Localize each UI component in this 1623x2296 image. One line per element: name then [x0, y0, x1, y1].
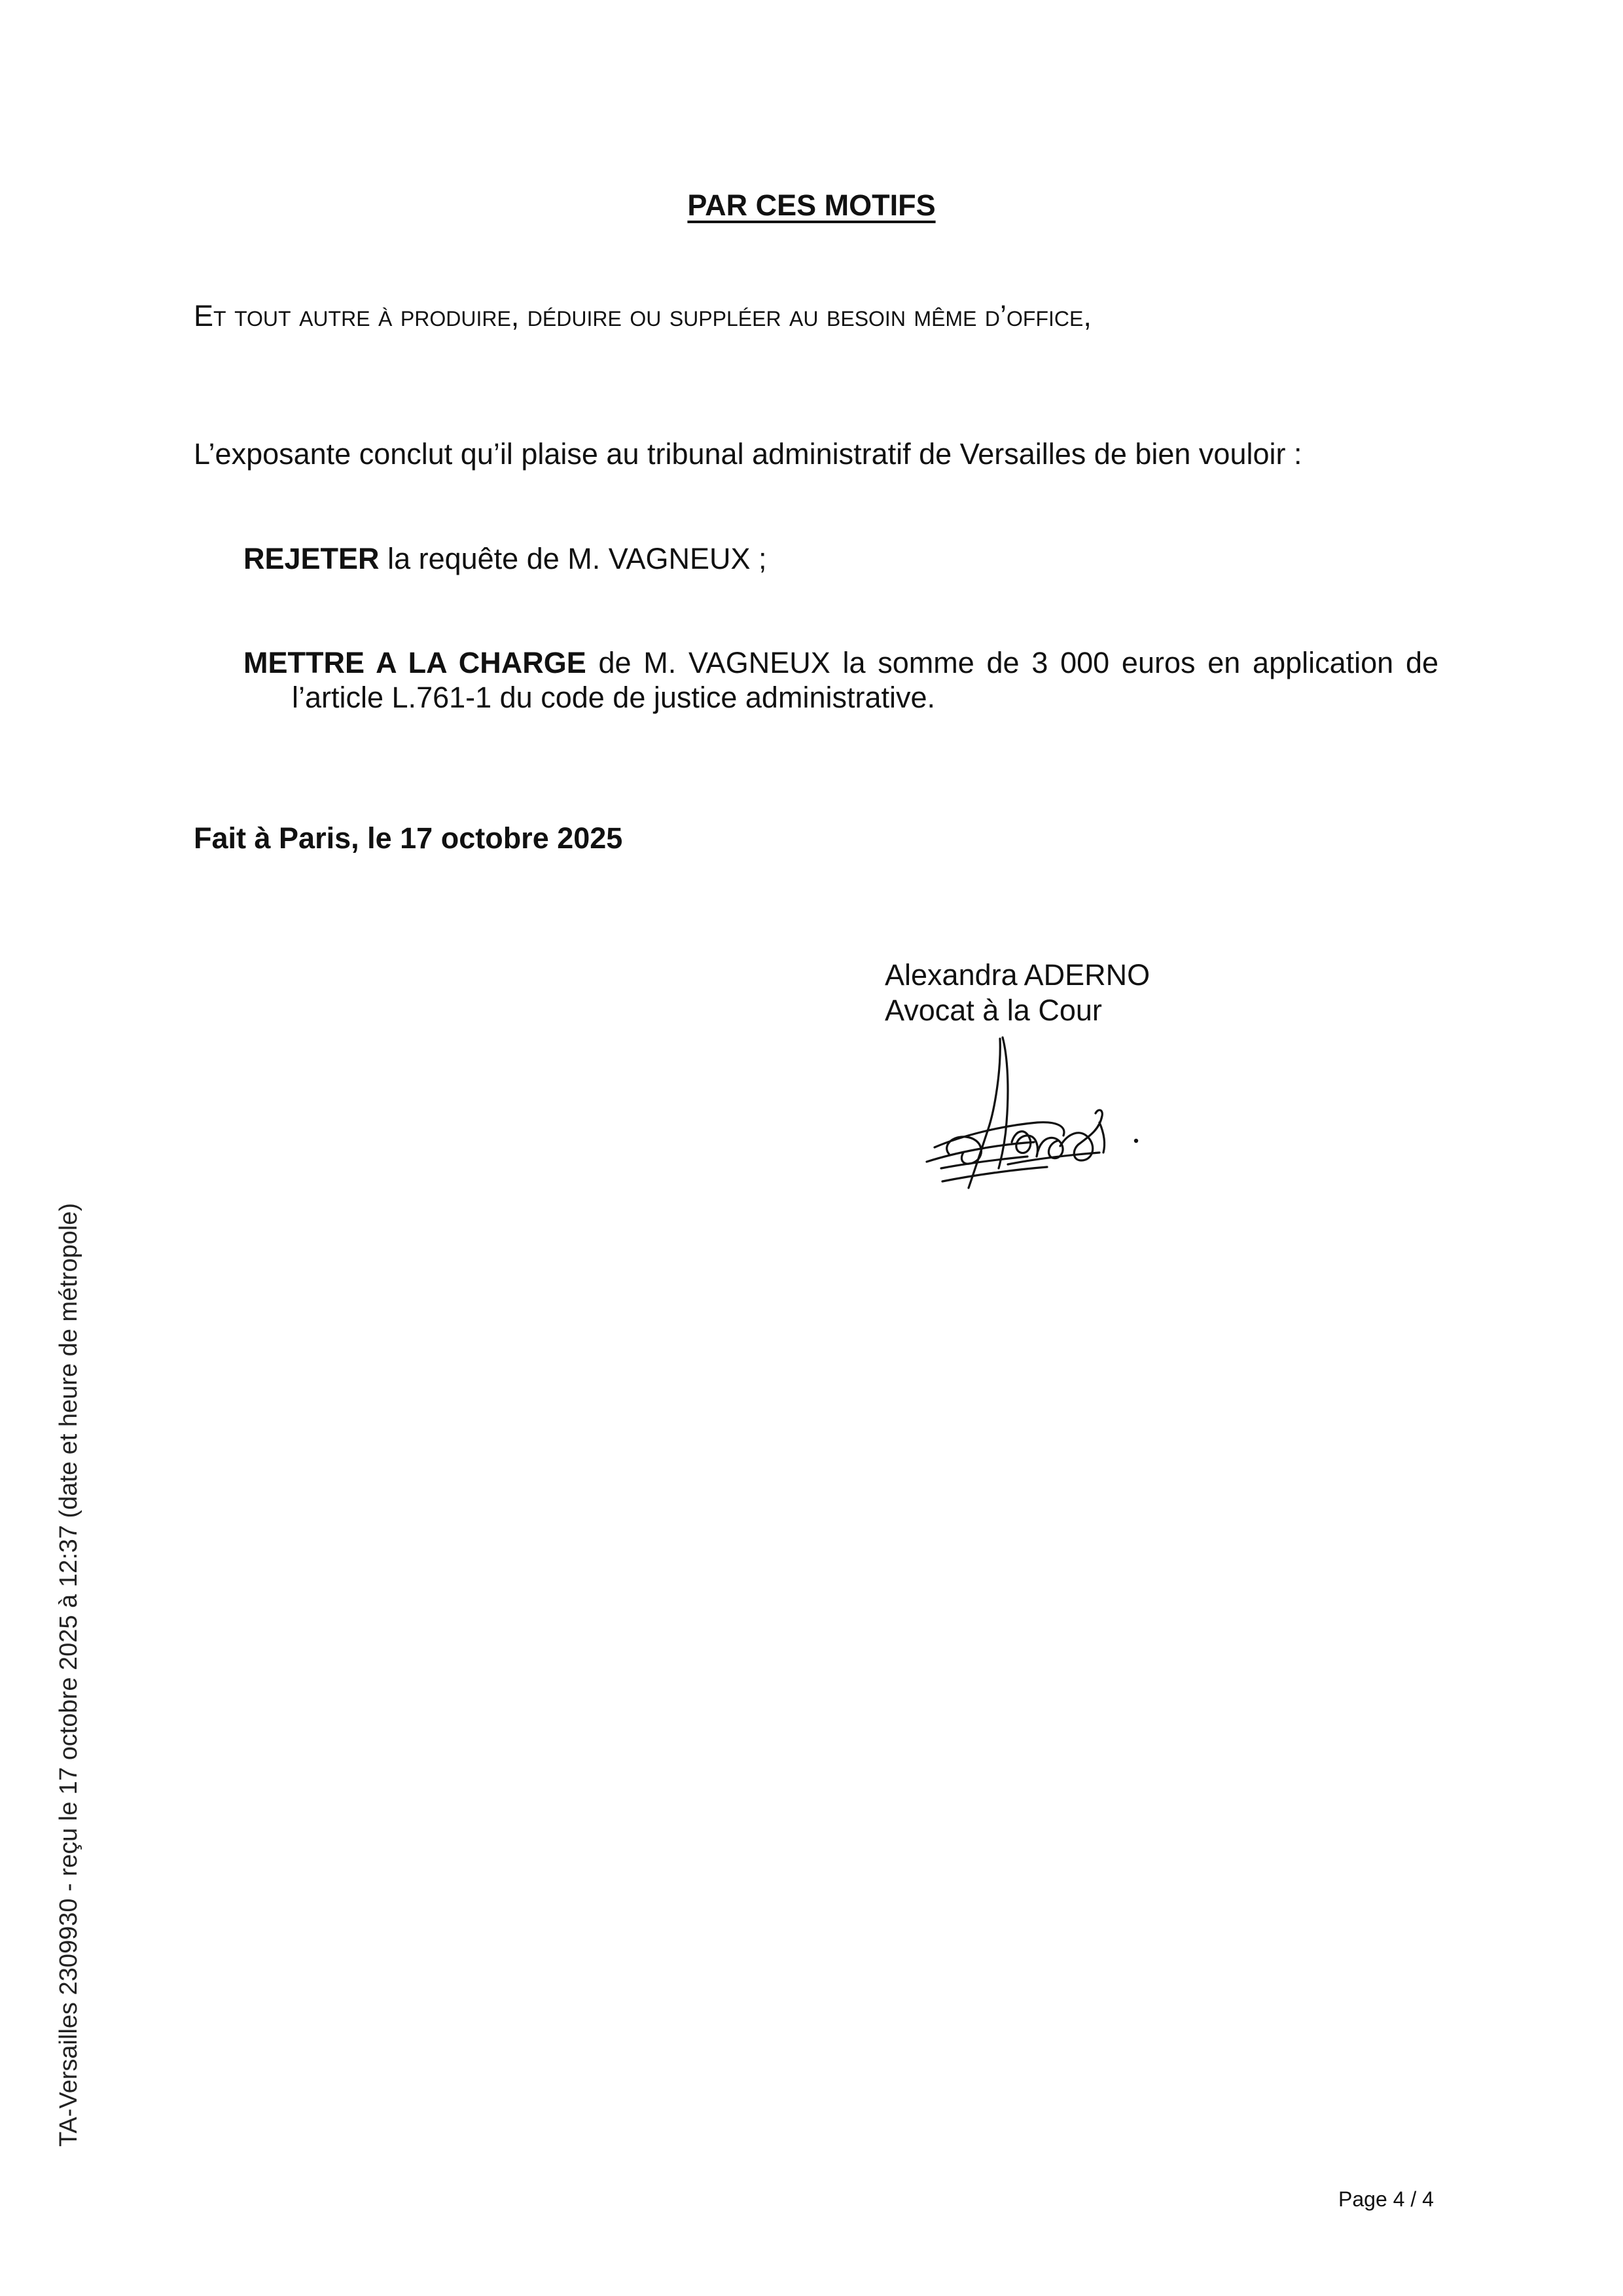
preamble-text: Et tout autre à produire, déduire ou suppléer au besoin même d’office,: [194, 299, 1092, 332]
request-text: de M. VAGNEUX la somme de 3 000 euros en application de: [586, 646, 1438, 679]
page-number: Page 4 / 4: [1338, 2187, 1434, 2211]
signer-title: Avocat à la Cour: [885, 994, 1102, 1027]
request-verb: REJETER: [243, 542, 380, 575]
intro-text: L’exposante conclut qu’il plaise au tribunal administratif de Versailles de bien vouloir :: [194, 437, 1302, 471]
page-title: PAR CES MOTIFS: [687, 188, 936, 222]
request-costs: [243, 645, 1438, 681]
signoff-place-date: Fait à Paris, le 17 octobre 2025: [194, 821, 623, 855]
request-text: la requête de M. VAGNEUX ;: [379, 542, 767, 575]
signer-name: Alexandra ADERNO: [885, 958, 1150, 992]
request-verb: METTRE A LA CHARGE: [243, 646, 586, 679]
request-costs-continuation: l’article L.761-1 du code de justice administrative.: [292, 681, 936, 714]
request-reject: [243, 542, 766, 576]
reception-stamp: TA-Versailles 2309930 - reçu le 17 octobre 2025 à 12:37 (date et heure de métropole): [55, 1202, 82, 2147]
handwritten-signature: [903, 1031, 1165, 1201]
